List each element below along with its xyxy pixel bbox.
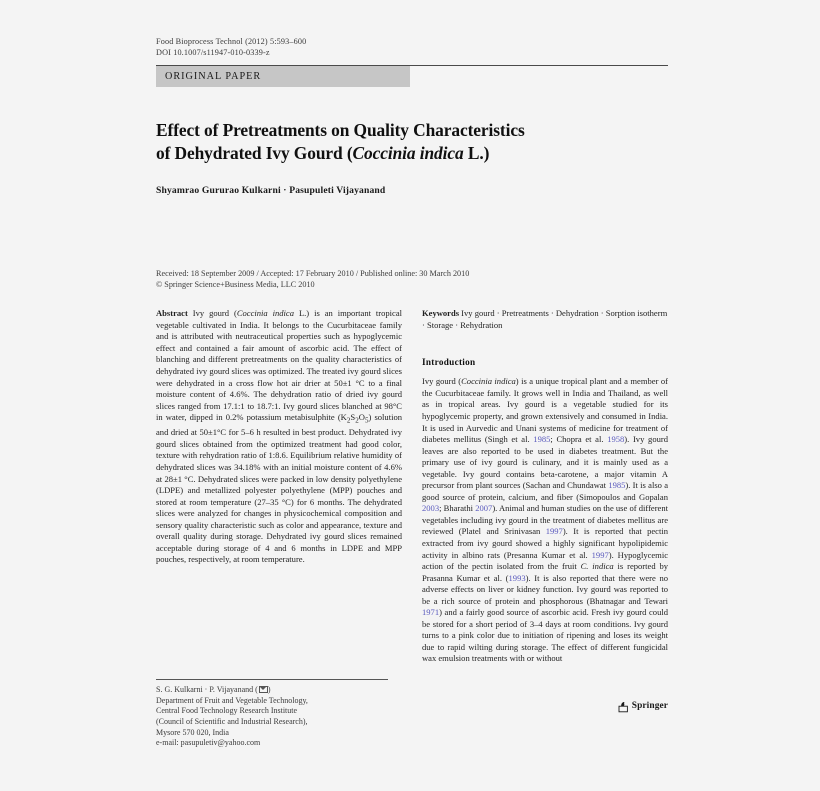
doi-line: DOI 10.1007/s11947-010-0339-z xyxy=(156,48,270,58)
page-title xyxy=(156,119,576,165)
keywords-text: Ivy gourd · Pretreatments · Dehydration · Sorption isotherm · Storage · Rehydration xyxy=(422,308,668,330)
intro-seg-10: is reported by Prasanna Kumar et al. ( xyxy=(422,561,669,583)
envelope-icon xyxy=(259,686,268,693)
publication-history xyxy=(156,268,668,290)
abstract-label: Abstract xyxy=(156,308,188,319)
intro-seg-9: ). Hypoglycemic action of the pectin isolated from the fruit xyxy=(422,549,669,572)
citation-link-platel-1997[interactable]: 1997 xyxy=(545,526,563,537)
author-affiliation-footnote xyxy=(156,679,402,749)
introduction-body xyxy=(422,376,668,665)
intro-seg-2: ) is a unique tropical plant and a member of the Cucurbitaceae family. It grows well in India and Thailand, as well as in tropical areas. Ivy gourd is a vegetable studied for its hypoglycemic property, and grown extensively and consumed in India. It is used in Aurvedic and Unani systems of medicine for treatment of diabetes mellitus (Singh et al. xyxy=(422,376,668,445)
intro-species-2: C. indica xyxy=(580,561,614,572)
citation-link-simopoulos-2003[interactable]: 2003 xyxy=(422,503,440,514)
citation-link-bhatnagar-1971[interactable]: 1971 xyxy=(422,607,440,618)
running-head xyxy=(156,36,668,59)
abstract-species-name: Coccinia indica xyxy=(236,308,294,319)
keywords-label: Keywords xyxy=(422,308,460,319)
springer-horse-icon xyxy=(618,700,629,712)
intro-seg-1: Ivy gourd ( xyxy=(422,376,462,387)
intro-seg-7: ). Animal and human studies on the use of different vegetables including ivy gourd in the treatment of diabetes mellitus are reviewed (Platel and Srinivasan xyxy=(422,503,668,537)
footnote-institute: Central Food Technology Research Institute xyxy=(156,706,298,716)
title-line-2-suffix: L.) xyxy=(463,142,490,163)
footnote-divider xyxy=(156,679,388,680)
article-type-label: ORIGINAL PAPER xyxy=(165,70,262,82)
title-species-name: Coccinia indica xyxy=(352,142,464,163)
footnote-council: (Council of Scientific and Industrial Research), xyxy=(156,717,308,726)
citation-link-bharathi-2007[interactable]: 2007 xyxy=(475,503,493,514)
citation-link-presanna-1997[interactable]: 1997 xyxy=(591,549,609,560)
citation-link-sachan-1985[interactable]: 1985 xyxy=(608,480,626,491)
intro-species-1: Coccinia indica xyxy=(461,376,516,387)
abstract-sub-1: 2 xyxy=(346,416,351,425)
footnote-text xyxy=(156,685,402,749)
springer-wordmark: Springer xyxy=(631,701,668,712)
abstract-sub-3: 5 xyxy=(364,416,369,425)
copyright-line: © Springer Science+Business Media, LLC 2010 xyxy=(156,280,315,290)
intro-seg-11: ). It is also reported that there were no adverse effects on liver or kidney function. Ivy gourd was reported to be a rich source of protein and phosphorous (Bhatnagar and Tewari xyxy=(422,572,669,606)
intro-seg-4: ). Ivy gourd leaves are also reported to be used in diabetes treatment. But the primary use of ivy gourd is culinary, and it is mainly used as a vegetable. Ivy gourd contains beta-carotene, a major vitamin A precursor from plant sources (Sachan and Chundawat xyxy=(422,434,668,491)
abstract-text-3: S xyxy=(350,412,356,423)
abstract-sub-2: 2 xyxy=(355,416,359,425)
abstract-text-2: L.) is an important tropical vegetable cultivated in India. It belongs to the Cucurbitaceae family and is attributed with neutraceutical properties such as hypoglycemic effect and contained a fair amount of ascorbic acid. The effect of blanching and different pretreatments on the quality characteristics of dehydrated ivy gourd slices was optimized. The treated ivy gourd slices were dehydrated in a cross flow hot air drier at 50±1 °C to a final moisture content of 4.6%. The dehydration ratio of dried ivy gourd slices ranged from 17.1:1 to 18.7:1. Ivy gourd slices blanched at 98°C in water, dipped in 0.2% potassium metabisulphite (K xyxy=(156,308,403,423)
abstract-block xyxy=(156,308,402,566)
springer-mark-svg xyxy=(618,701,629,713)
intro-seg-12: ) and a fairly good source of ascorbic acid. Fresh ivy gourd could be stored for a short period of 3–4 days at room conditions. Ivy gourd turns to a pink color due to initiation of ripening and loses its weight due to rapid wilting during storage. The effect of different fungicidal wax emulsion treatments with or without xyxy=(422,607,668,664)
abstract-text-4: O xyxy=(358,412,365,423)
citation-link-singh-1985[interactable]: 1985 xyxy=(533,434,551,445)
page-content xyxy=(156,36,669,748)
title-line-2-prefix: of Dehydrated Ivy Gourd ( xyxy=(156,142,353,163)
section-heading-introduction: Introduction xyxy=(422,357,476,368)
footnote-department: Department of Fruit and Vegetable Technology, xyxy=(156,695,308,705)
intro-seg-3: ; Chopra et al. xyxy=(550,434,608,445)
title-line-1: Effect of Pretreatments on Quality Characteristics xyxy=(156,119,525,140)
journal-citation-line: Food Bioprocess Technol (2012) 5:593–600 xyxy=(156,37,307,46)
intro-seg-6: ; Bharathi xyxy=(439,503,476,514)
springer-logo xyxy=(618,700,668,712)
intro-seg-5: ). It is also a good source of protein, calcium, and fiber (Simopoulos and Gopalan xyxy=(422,480,668,502)
footnote-city: Mysore 570 020, India xyxy=(156,727,229,737)
footnote-authors: S. G. Kulkarni · P. Vijayanand ( xyxy=(156,685,258,695)
abstract-text-1: Ivy gourd ( xyxy=(187,308,237,319)
two-column-body xyxy=(156,308,669,748)
keywords-block xyxy=(422,308,668,331)
received-accepted-line: Received: 18 September 2009 / Accepted: 17 February 2010 / Published online: 30 March 2010 xyxy=(156,268,470,278)
footnote-author-line xyxy=(156,685,402,696)
citation-link-chopra-1958[interactable]: 1958 xyxy=(607,434,625,445)
article-type-banner xyxy=(156,66,410,87)
left-column xyxy=(156,308,403,748)
footnote-email: e-mail: pasupuletiv@yahoo.com xyxy=(156,738,261,748)
footnote-author-line-end: ) xyxy=(267,685,271,695)
intro-seg-8: ). It is reported that pectin extracted from ivy gourd showed a highly significant hypolipidemic activity in albino rats (Presanna Kumar et al. xyxy=(422,526,668,560)
right-column xyxy=(422,308,669,712)
citation-link-prasanna-1993[interactable]: 1993 xyxy=(508,572,526,583)
abstract-text-5: ) solution and dried at 50±1°C for 5–6 h resulted in best product. Dehydrated ivy gourd slices obtained from the optimized treatment had good color, texture with rehydration ratio of 1:8.6. Equilibrium relative humidity of dehydrated slices was 34.18% with an initial moisture content of 4.6% at 28±1 °C. Dehydrated slices were packed in low density polyethylene (LDPE) and metallized polyester polyethylene (MPP) pouches and stored at room temperature (27–35 °C) for 6 months. The dehydrated slices were analyzed for changes in physicochemical composition and sensory quality characteristic such as color and appearance, texture and overall quality during storage. Dehydrated ivy gourd slices remained acceptable during storage of 4 and 6 months in LDPE and MPP pouches, respectively, at room temperature. xyxy=(156,412,402,565)
author-list: Shyamrao Gururao Kulkarni · Pasupuleti Vijayanand xyxy=(156,184,386,196)
